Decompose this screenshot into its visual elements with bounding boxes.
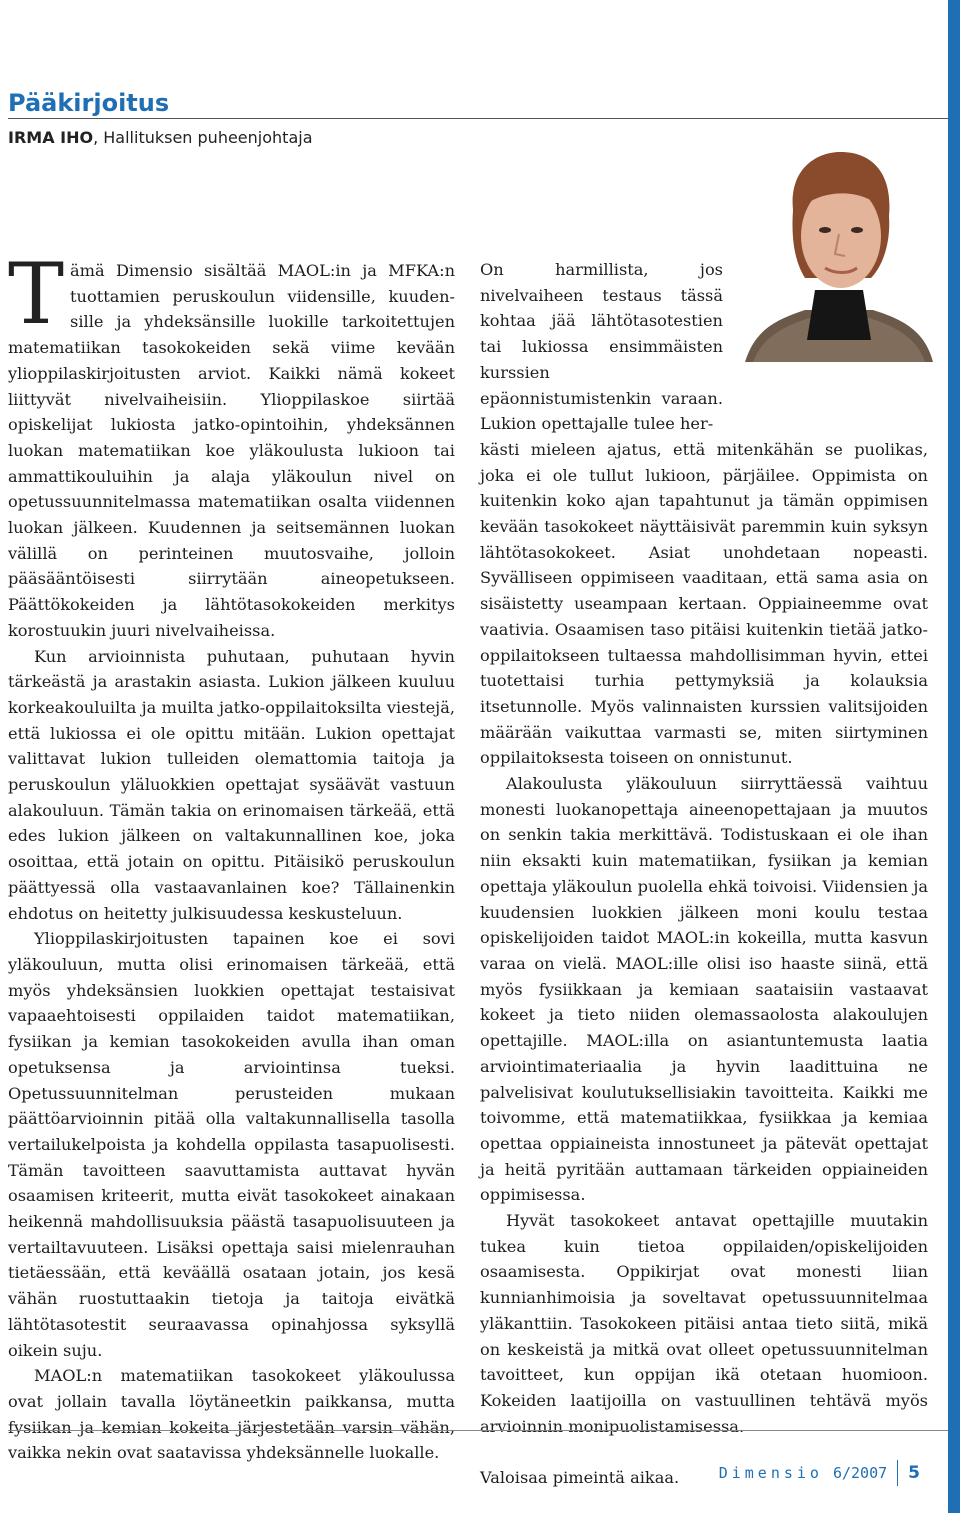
page-edge-band — [948, 0, 960, 1513]
author-role: , Hallituksen puheenjohtaja — [93, 128, 313, 147]
article-paragraph: Hyvät tasokokeet antavat opettajille muutakin tukea kuin tietoa oppilaiden/opiskelijoiden osaamisesta. Oppikirjat ovat monesti liian kunnianhimoisia ja soveltavat opetussuunnitelmaa yläkanttiin. Tasokokeen pitäisi antaa tieto siitä, mikä on keskeistä ja mitkä ovat olleet opetussuunnitelman tavoitteet, kun oppijan ikä otetaan huomioon. Kokeiden laatijoilla on vastuullinen tehtävä myös arvioinnin monipuolistamisessa. — [480, 1211, 928, 1436]
article-column-right — [480, 257, 928, 1491]
paragraph-text: ämä Dimensio sisältää MAOL:in ja MFKA:n tuottamien peruskoulun viidensille, kuudensille ja yhdeksänsille luokille tarkoitettujen matematiikan tasokokeiden sekä viime kevään ylioppilaskirjoitusten arviot. Kaikki nämä kokeet liittyvät nivelvaiheisiin. Ylioppilaskoe siirtää opiskelijat lukiosta jatko-opintoihin, yhdeksännen luokan matematiikan koe yläkoulusta lukioon tai ammattikouluihin ja alaja yläkoulun nivel on opetussuunnitelmassa matematiikan osalta viidennen luokan jälkeen. Kuudennen ja seitsemännen luokan välillä on perinteinen muutosvaihe, jolloin pääsääntöisesti siirrytään aineopetukseen. Päättökokeiden ja lähtötasokokeiden merkitys korostuukin juuri nivelvaiheissa. — [8, 261, 455, 640]
article-paragraph: Ylioppilaskirjoitusten tapainen koe ei sovi yläkouluun, mutta olisi erinomaisen tärkeää, että myös yhdeksänsien luokkien opettajat testaisivat vapaaehtoisesti oppilaiden taidot matematiikan, fysiikan ja kemian tasokokeiden avulla ihan oman opetuksensa ja arviointinsa tueksi. Opetussuunnitelman perusteiden mukaan päättöarvioinnin pitää olla valtakunnallisella tasolla vertailukelpoista ja kohdella oppilasta tasapuolisesti. Tämän tavoitteen saavuttamista auttavat hyvän osaamisen kriteerit, mutta eivät tasokokeet ainakaan heikennä mahdollisuuksia päästä tasapuolisuuteen ja vertailtavuuteen. Lisäksi opettaja saisi mielenrauhan tietäessään, että keväällä osataan jotain, jos kesä vähän ruostuttaakin tietoja ja taitoja eivätkä lähtötasotestit seuraavassa opinahjossa syksyllä oikein suju. — [8, 929, 455, 1360]
closing-line: Valoisaa pimeintä aikaa. — [480, 1468, 680, 1488]
article-paragraph: MAOL:n matematiikan tasokokeet yläkoulussa ovat jollain tavalla löytäneetkin paikkansa, mutta fysiikan ja kemian kokeita järjestetään varsin vähän, vaikka nekin ovat saatavissa yhdeksännelle luokalle. — [8, 1366, 455, 1463]
issue-number: 6/2007 — [832, 1464, 888, 1482]
article-paragraph: Alakoulusta yläkouluun siirryttäessä vaihtuu monesti luokanopettaja aineenopettajaan ja muutos on senkin takia merkittävä. Todistuskaan ei ole ihan niin eksakti kuin matematiikan, fysiikan ja kemian opettaja yläkoulun puolella ehkä toivoisi. Viidensien ja kuudensien luokkien jälkeen moni koulu testaa opiskelijoiden taidot MAOL:in kokeilla, mutta kasvun varaa on vielä. MAOL:ille olisi iso haaste siinä, että myös fysiikkaan ja kemiaan saataisiin vastaavat kokeet ja tieto niiden olemassaolosta alakoulujen opettajille. MAOL:illa on asiantuntemusta laatia arviointimateriaalia ja hyvin laadittuina ne palvelisivat koulutuksellisiakin tavoitteita. Kaikki me toivomme, että matematiikkaa, fysiikkaa ja kemiaa opettaa oppiaineista innostuneet ja pätevät opettajat ja heitä pyritään auttamaan tärkeiden oppiaineiden oppimisessa. — [480, 774, 928, 1205]
header-divider — [8, 118, 948, 119]
byline — [8, 128, 313, 147]
article-paragraph: kästi mieleen ajatus, että mitenkähän se puolikas, joka ei ole tullut lukioon, pärjäilee. Oppimista on kuitenkin koko ajan tapahtunut ja tämän oppimisen kevään tasokokeet näyttäisivät paremmin kuin syksyn lähtötasokokeet. Asiat unohdetaan nopeasti. Syvälliseen oppimiseen vaaditaan, että sama asia on sisäistetty useampaan kertaan. Oppiaineemme ovat vaativia. Osaamisen taso pitäisi kuitenkin tietää jatko-oppilaitokseen tultaessa mahdollisimman hyvin, ettei tuotettaisi turhia pettymyksiä ja kolauksia itsetunnolle. Myös valinnaisten kurssien valitsijoiden määrään vaikuttaa varmasti se, miten siirtyminen oppilaitoksesta toiseen on onnistunut. — [480, 439, 928, 768]
author-name: IRMA IHO — [8, 128, 94, 147]
magazine-name: Dimensio — [718, 1464, 823, 1482]
article-paragraph — [8, 245, 455, 644]
drop-cap: T — [8, 245, 65, 343]
section-title: Pääkirjoitus — [8, 89, 170, 117]
footer-divider — [8, 1430, 948, 1431]
article-paragraph: Kun arvioinnista puhutaan, puhutaan hyvin tärkeästä ja arastakin asiasta. Lukion jälkeen kuuluu korkeakouluilta ja muilta jatko-oppilaitoksilta viestejä, että lukiossa ei ole opittu mitään. Lukion opettajat valittavat lukion tulleiden olemattomia taitoja ja peruskoulun yläluokkien opettajat sysäävät vastuun alakouluun. Tämän takia on erinomaisen tärkeää, että edes lukion jälkeen on valtakunnallinen koe, joka osoittaa, että jotain on opittu. Pitäisikö peruskoulun päättyessä olla vastaavanlainen koe? Tällainenkin ehdotus on heitetty julkisuudessa keskusteluun. — [8, 646, 455, 923]
article-column-left — [8, 245, 455, 1466]
article-paragraph: On harmillista, jos nivelvaiheen testaus tässä kohtaa jää lähtötasotestien tai lukiossa ensimmäisten kurssien epäonnistumistenkin varaan. Lukion opettajalle tulee her- — [480, 260, 723, 434]
page-number: 5 — [908, 1463, 920, 1483]
page-footer — [719, 1460, 920, 1486]
footer-separator — [897, 1460, 898, 1486]
